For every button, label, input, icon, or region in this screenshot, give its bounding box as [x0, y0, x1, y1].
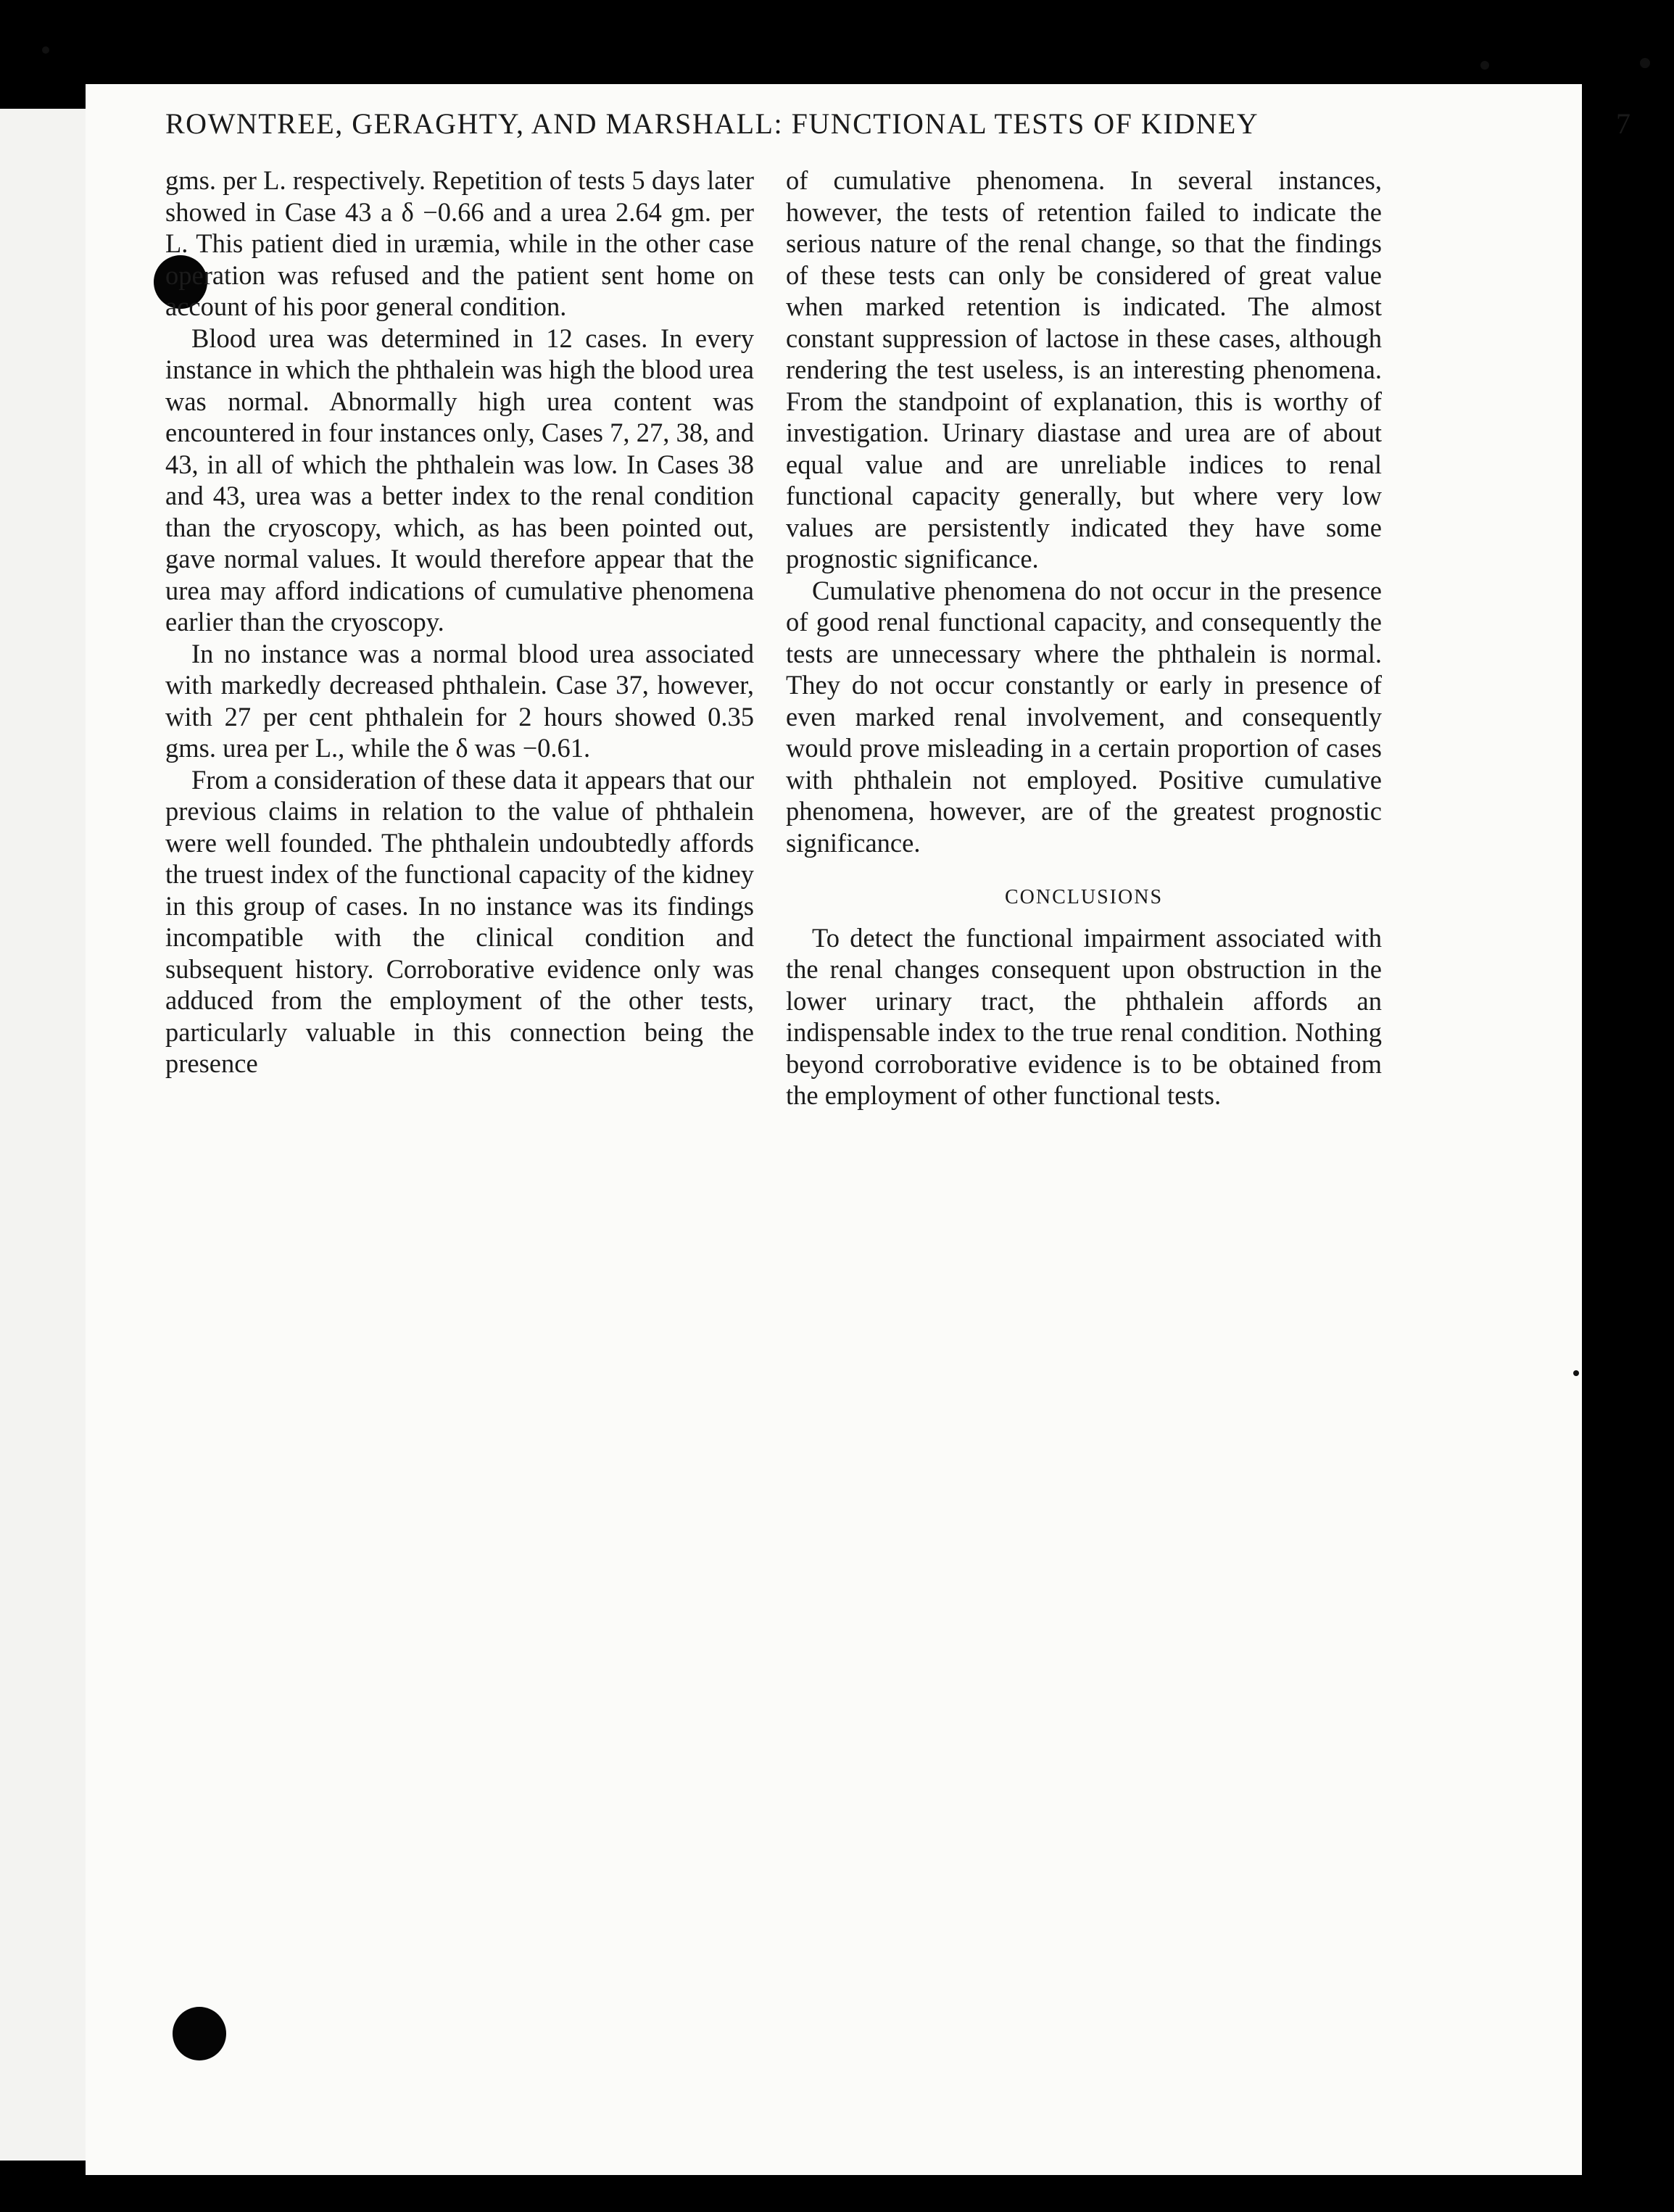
speck: [1640, 58, 1650, 68]
right-column: [786, 165, 1382, 1111]
paragraph: Cumulative phenomena do not occur in the presence of good renal functional capacity, and consequently the tests are unnecessary where the phthalein is normal. They do not occur constantly or early in presence of even marked renal involvement, and consequently would prove misleading in a certain proportion of cases with phthalein not employed. Positive cumulative phenomena, however, are of the greatest prognostic significance.: [786, 575, 1382, 858]
punch-hole-bottom: [173, 2007, 226, 2060]
paragraph: Blood urea was determined in 12 cases. In every instance in which the phthalein was high the blood urea was normal. Abnormally high urea content was encountered in four instances only, Cases 7, 27, 38, and 43, in all of which the phthalein was low. In Cases 38 and 43, urea was a better index to the renal condition than the cryoscopy, which, as has been pointed out, gave normal values. It would therefore appear that the urea may afford indications of cumulative phenomena earlier than the cryoscopy.: [165, 323, 754, 637]
running-head: ROWNTREE, GERAGHTY, AND MARSHALL: FUNCTIONAL TESTS OF KIDNEY: [165, 107, 1259, 140]
page-number: 7: [1616, 107, 1631, 140]
left-column: [165, 165, 754, 1080]
paragraph: of cumulative phenomena. In several instances, however, the tests of retention failed to indicate the serious nature of the renal change, so that the findings of these tests can only be considered of great value when marked retention is indicated. The almost constant suppression of lactose in these cases, although rendering the test useless, is an interesting phenomena. From the standpoint of explanation, this is worthy of investigation. Urinary diastase and urea are of about equal value and are unreliable indices to renal functional capacity generally, but where very low values are persistently indicated they have some prognostic significance.: [786, 165, 1382, 573]
speck: [1480, 61, 1489, 70]
paragraph: gms. per L. respectively. Repetition of tests 5 days later showed in Case 43 a δ −0.66 and a urea 2.64 gm. per L. This patient died in uræmia, while in the other case operation was refused and the patient sent home on account of his poor general condition.: [165, 165, 754, 321]
speck: [1573, 1370, 1579, 1376]
paragraph: From a consideration of these data it appears that our previous claims in relation to the value of phthalein were well founded. The phthalein undoubtedly affords the truest index of the functional capacity of the kidney in this group of cases. In no instance was its findings incompatible with the clinical condition and subsequent history. Corroborative evidence only was adduced from the employment of the other tests, particularly valuable in this connection being the presence: [165, 764, 754, 1078]
conclusions-heading: CONCLUSIONS: [1004, 886, 1164, 908]
previous-page-edge: [0, 109, 86, 2161]
speck: [42, 46, 49, 54]
paragraph: To detect the functional impairment associated with the renal changes consequent upon obstruction in the lower urinary tract, the phthalein affords an indispensable index to the true renal condition. Nothing beyond corroborative evidence is to be obtained from the employment of other functional tests.: [786, 922, 1382, 1110]
paragraph: In no instance was a normal blood urea associated with markedly decreased phthalein. Case 37, however, with 27 per cent phthalein for 2 hours showed 0.35 gms. urea per L., while the δ was −0.61.: [165, 638, 754, 763]
